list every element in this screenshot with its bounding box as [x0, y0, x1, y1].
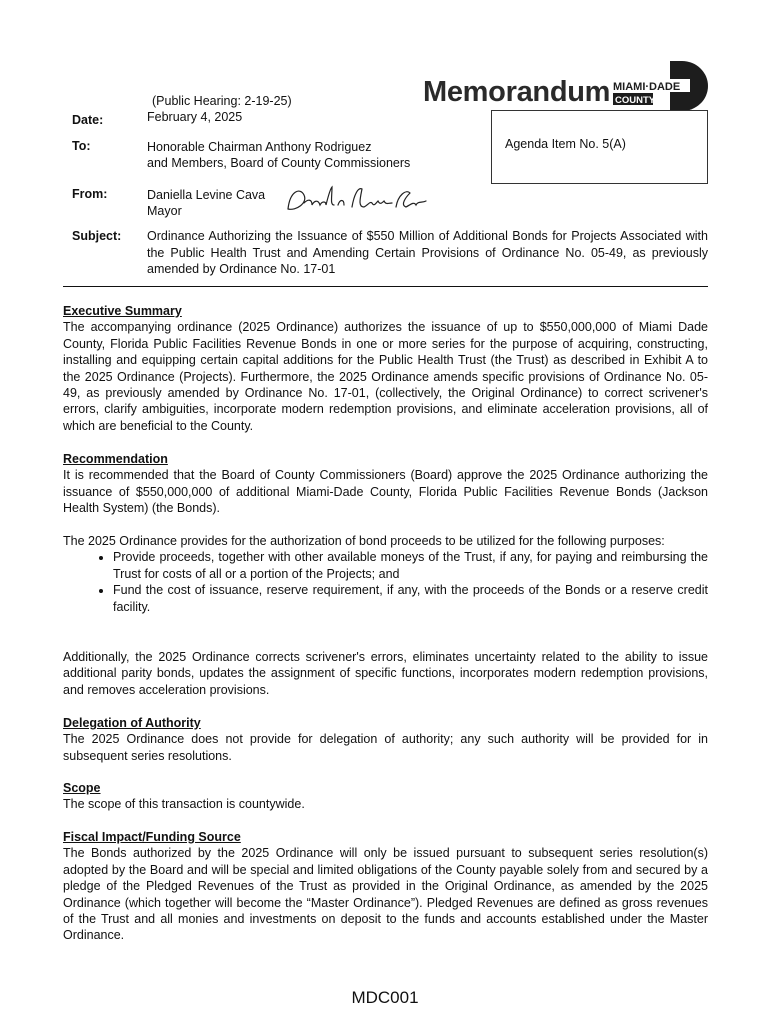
scope-section: [63, 780, 708, 813]
delegation-section: [63, 715, 708, 764]
list-item: • Fund the cost of issuance, reserve requirement, if any, with the proceeds of the Bonds or a reserve credit facility.: [113, 582, 708, 615]
to-line-2: and Members, Board of County Commissioners: [147, 156, 411, 170]
mayor-signature: [282, 181, 432, 221]
date-label: Date:: [72, 113, 104, 127]
purposes-list: [63, 549, 708, 615]
to-label: To:: [72, 139, 91, 153]
memo-title: Memorandum: [423, 76, 611, 108]
subject-label: Subject:: [72, 229, 122, 243]
recommendation-text: It is recommended that the Board of County Commissioners (Board) approve the 2025 Ordinance authorizing the issuance of $550,000,000 of additional Miami-Dade County, Florida Public Facilities Revenue Bonds (Jackson Health System) (the Bonds).: [63, 468, 708, 516]
from-label: From:: [72, 187, 108, 201]
page-code: MDC001: [351, 988, 419, 1007]
agenda-item-box: [491, 110, 708, 184]
subject-value: Ordinance Authorizing the Issuance of $550 Million of Additional Bonds for Projects Associated with the Public Health Trust and Amending Certain Provisions of Ordinance No. 05-49, as previously amended by Ordinance No. 17-01: [147, 229, 708, 276]
executive-summary-section: [63, 303, 708, 434]
purposes-intro: The 2025 Ordinance provides for the authorization of bond proceeds to be utilized for the following purposes:: [63, 534, 665, 548]
logo-text-county: COUNTY: [615, 95, 656, 106]
executive-summary-heading: Executive Summary: [63, 304, 182, 318]
logo-text-miami-dade: MIAMI·DADE: [613, 81, 681, 93]
fiscal-impact-text: The Bonds authorized by the 2025 Ordinance will only be issued pursuant to subsequent series resolution(s) adopted by the Board and will be special and limited obligations of the County payable solely from and secured by a pledge of the Pledged Revenues of the Trust as provided in the Original Ordinance, as amended by the 2025 Ordinance (which together will become the “Master Ordinance”). Pledged Revenues are defined as gross revenues of the Trust and all monies and investments on deposit to the funds and accounts established under the Master Ordinance.: [63, 846, 708, 943]
purposes-section: [63, 533, 708, 615]
fiscal-impact-heading: Fiscal Impact/Funding Source: [63, 830, 241, 844]
list-item: • Provide proceeds, together with other available moneys of the Trust, if any, for paying and reimbursing the Trust for costs of all or a portion of the Projects; and: [113, 549, 708, 582]
recommendation-heading: Recommendation: [63, 452, 168, 466]
recommendation-section: [63, 451, 708, 517]
executive-summary-text: The accompanying ordinance (2025 Ordinance) authorizes the issuance of up to $550,000,000 of Miami Dade County, Florida Public Facilities Revenue Bonds in one or more series for the purpose of acquiring, constructing, installing and equipping certain capital additions for the Public Health Trust (the Trust) as described in Exhibit A to the 2025 Ordinance (Projects). Furthermore, the 2025 Ordinance amends specific provisions of Ordinance No. 05-49, as previously amended by Ordinance No. 17-01, (collectively, the Original Ordinance) to correct scrivener's errors, clarify ambiguities, incorporate modern redemption provisions, and eliminate acceleration provisions, all of which are beneficial to the County.: [63, 320, 708, 433]
scope-heading: Scope: [63, 781, 101, 795]
date-value: February 4, 2025: [147, 110, 243, 124]
delegation-text: The 2025 Ordinance does not provide for delegation of authority; any such authority will be provided for in subsequent series resolutions.: [63, 732, 708, 763]
additional-paragraph: Additionally, the 2025 Ordinance corrects scrivener's errors, eliminates uncertainty related to the ability to issue additional parity bonds, updates the assignment of specific functions, incorporates modern redemption provisions, and removes acceleration provisions.: [63, 650, 708, 697]
from-title: Mayor: [147, 204, 182, 218]
to-line-1: Honorable Chairman Anthony Rodriguez: [147, 140, 372, 154]
delegation-heading: Delegation of Authority: [63, 716, 201, 730]
agenda-item-number: Agenda Item No. 5(A): [505, 137, 626, 151]
from-name: Daniella Levine Cava: [147, 188, 266, 202]
fiscal-impact-section: [63, 829, 708, 944]
scope-text: The scope of this transaction is countywide.: [63, 797, 305, 812]
header-divider: [63, 286, 708, 287]
hearing-note: (Public Hearing: 2-19-25): [152, 94, 292, 108]
miami-dade-logo: [612, 61, 708, 111]
